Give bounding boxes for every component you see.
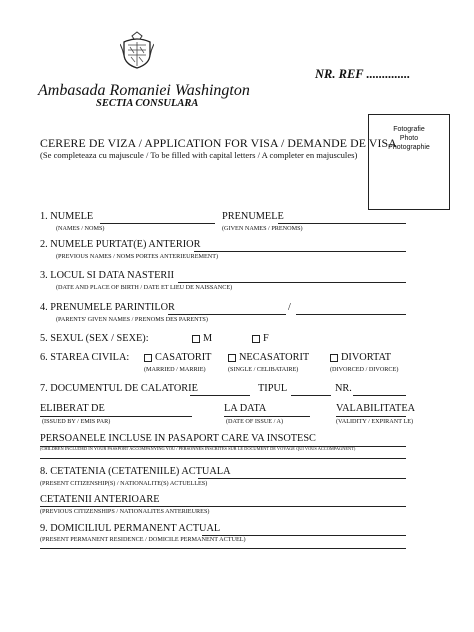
document-number-field[interactable] — [353, 395, 406, 396]
divorced-sublabel: (DIVORCED / DIVORCE) — [330, 366, 399, 373]
married-label: CASATORIT — [155, 352, 212, 363]
previous-citizenship-label: CETATENII ANTERIOARE — [40, 494, 160, 505]
travel-document-field[interactable] — [190, 395, 250, 396]
citizenship-field[interactable] — [198, 478, 406, 479]
issue-date-label: LA DATA — [224, 403, 267, 414]
father-name-field[interactable] — [168, 314, 286, 315]
permanent-residence-label: 9. DOMICILIUL PERMANENT ACTUAL — [40, 523, 221, 534]
form-subtitle: (Se completeaza cu majuscule / To be filled with capital letters / A completer en majuscules) — [40, 150, 358, 160]
photo-label-en: Photo — [399, 135, 419, 142]
previous-names-sublabel: (PREVIOUS NAMES / NOMS PORTES ANTERIEUREMENT) — [56, 253, 219, 260]
document-type-field[interactable] — [291, 395, 331, 396]
issued-by-label: ELIBERAT DE — [40, 403, 105, 414]
previous-citizenship-sublabel: (PREVIOUS CITIZENSHIPS / NATIONALITES ANTERIEURES) — [40, 508, 210, 515]
form-title: CERERE DE VIZA / APPLICATION FOR VISA / DEMANDE DE VISA — [40, 136, 397, 150]
civil-status-label: 6. STAREA CIVILA: — [40, 352, 130, 363]
sex-label: 5. SEXUL (SEX / SEXE): — [40, 333, 149, 344]
sex-female-checkbox[interactable] — [252, 335, 260, 343]
married-checkbox[interactable] — [144, 354, 152, 362]
permanent-residence-sublabel: (PRESENT PERMANENT RESIDENCE / DOMICILE PERMANENT ACTUEL) — [40, 536, 246, 543]
given-names-label: PRENUMELE — [222, 211, 284, 222]
given-names-field[interactable] — [278, 223, 406, 224]
parents-sublabel: (PARENTS' GIVEN NAMES / PRENOMS DES PARENTS) — [56, 316, 208, 323]
parents-label: 4. PRENUMELE PARINTILOR — [40, 302, 175, 313]
single-checkbox[interactable] — [228, 354, 236, 362]
validity-sublabel: (VALIDITY / EXPIRANT LE) — [336, 418, 414, 425]
divorced-label: DIVORTAT — [341, 352, 392, 363]
previous-names-label: 2. NUMELE PURTAT(E) ANTERIOR — [40, 239, 201, 250]
sex-male-checkbox[interactable] — [192, 335, 200, 343]
consular-section-title: SECTIA CONSULARA — [96, 98, 199, 109]
previous-citizenship-field[interactable] — [40, 506, 406, 507]
divorced-checkbox[interactable] — [330, 354, 338, 362]
photo-box — [368, 114, 450, 210]
accompanying-persons-label: PERSOANELE INCLUSE IN PASAPORT CARE VA INSOTESC — [40, 433, 316, 444]
names-sublabel: (NAMES / NOMS) — [56, 225, 105, 232]
permanent-residence-field-2[interactable] — [40, 548, 406, 549]
issued-by-field[interactable] — [40, 416, 192, 417]
single-label: NECASATORIT — [239, 352, 310, 363]
reference-number: NR. REF .............. — [315, 67, 411, 81]
names-label: 1. NUMELE — [40, 211, 94, 222]
married-sublabel: (MARRIED / MARRIE) — [144, 366, 206, 373]
accompanying-persons-sublabel: (CHILDREN INCLUDED IN YOUR PASSPORT ACCOMPANYING YOU / PERSONNES INSCRITES SUR LE DOCUMENT DE VOYAGE QUI VOUS ACCOMPAGNENT) — [40, 446, 356, 451]
previous-names-field[interactable] — [194, 251, 406, 252]
citizenship-label: 8. CETATENIA (CETATENIILE) ACTUALA — [40, 466, 231, 477]
birth-sublabel: (DATE AND PLACE OF BIRTH / DATE ET LIEU DE NAISSANCE) — [56, 284, 233, 291]
single-sublabel: (SINGLE / CELIBATAIRE) — [228, 366, 299, 373]
birth-label: 3. LOCUL SI DATA NASTERII — [40, 270, 175, 281]
issued-by-sublabel: (ISSUED BY / EMIS PAR) — [42, 418, 111, 425]
birth-field[interactable] — [178, 282, 406, 283]
embassy-name: Ambasada Romaniei Washington — [38, 82, 250, 99]
document-type-label: TIPUL — [258, 383, 288, 394]
citizenship-sublabel: (PRESENT CITIZENSHIP(S) / NATIONALITE(S) ACTUELLES) — [40, 480, 208, 487]
names-field[interactable] — [100, 223, 215, 224]
parents-slash: / — [288, 302, 291, 313]
issue-date-sublabel: (DATE OF ISSUE / A) — [226, 418, 284, 425]
validity-label: VALABILITATEA — [336, 403, 416, 414]
issue-date-field[interactable] — [224, 416, 310, 417]
validity-field[interactable] — [336, 416, 406, 417]
document-number-label: NR. — [335, 383, 352, 394]
mother-name-field[interactable] — [296, 314, 406, 315]
photo-label-ro: Fotografie — [393, 126, 425, 133]
travel-document-label: 7. DOCUMENTUL DE CALATORIE — [40, 383, 198, 394]
romanian-coat-of-arms-icon — [120, 30, 154, 70]
given-names-sublabel: (GIVEN NAMES / PRENOMS) — [222, 225, 303, 232]
photo-label-fr: Photographie — [388, 144, 430, 151]
accompanying-persons-field-2[interactable] — [40, 458, 406, 459]
sex-female-label: F — [263, 333, 269, 344]
sex-male-label: M — [203, 333, 213, 344]
